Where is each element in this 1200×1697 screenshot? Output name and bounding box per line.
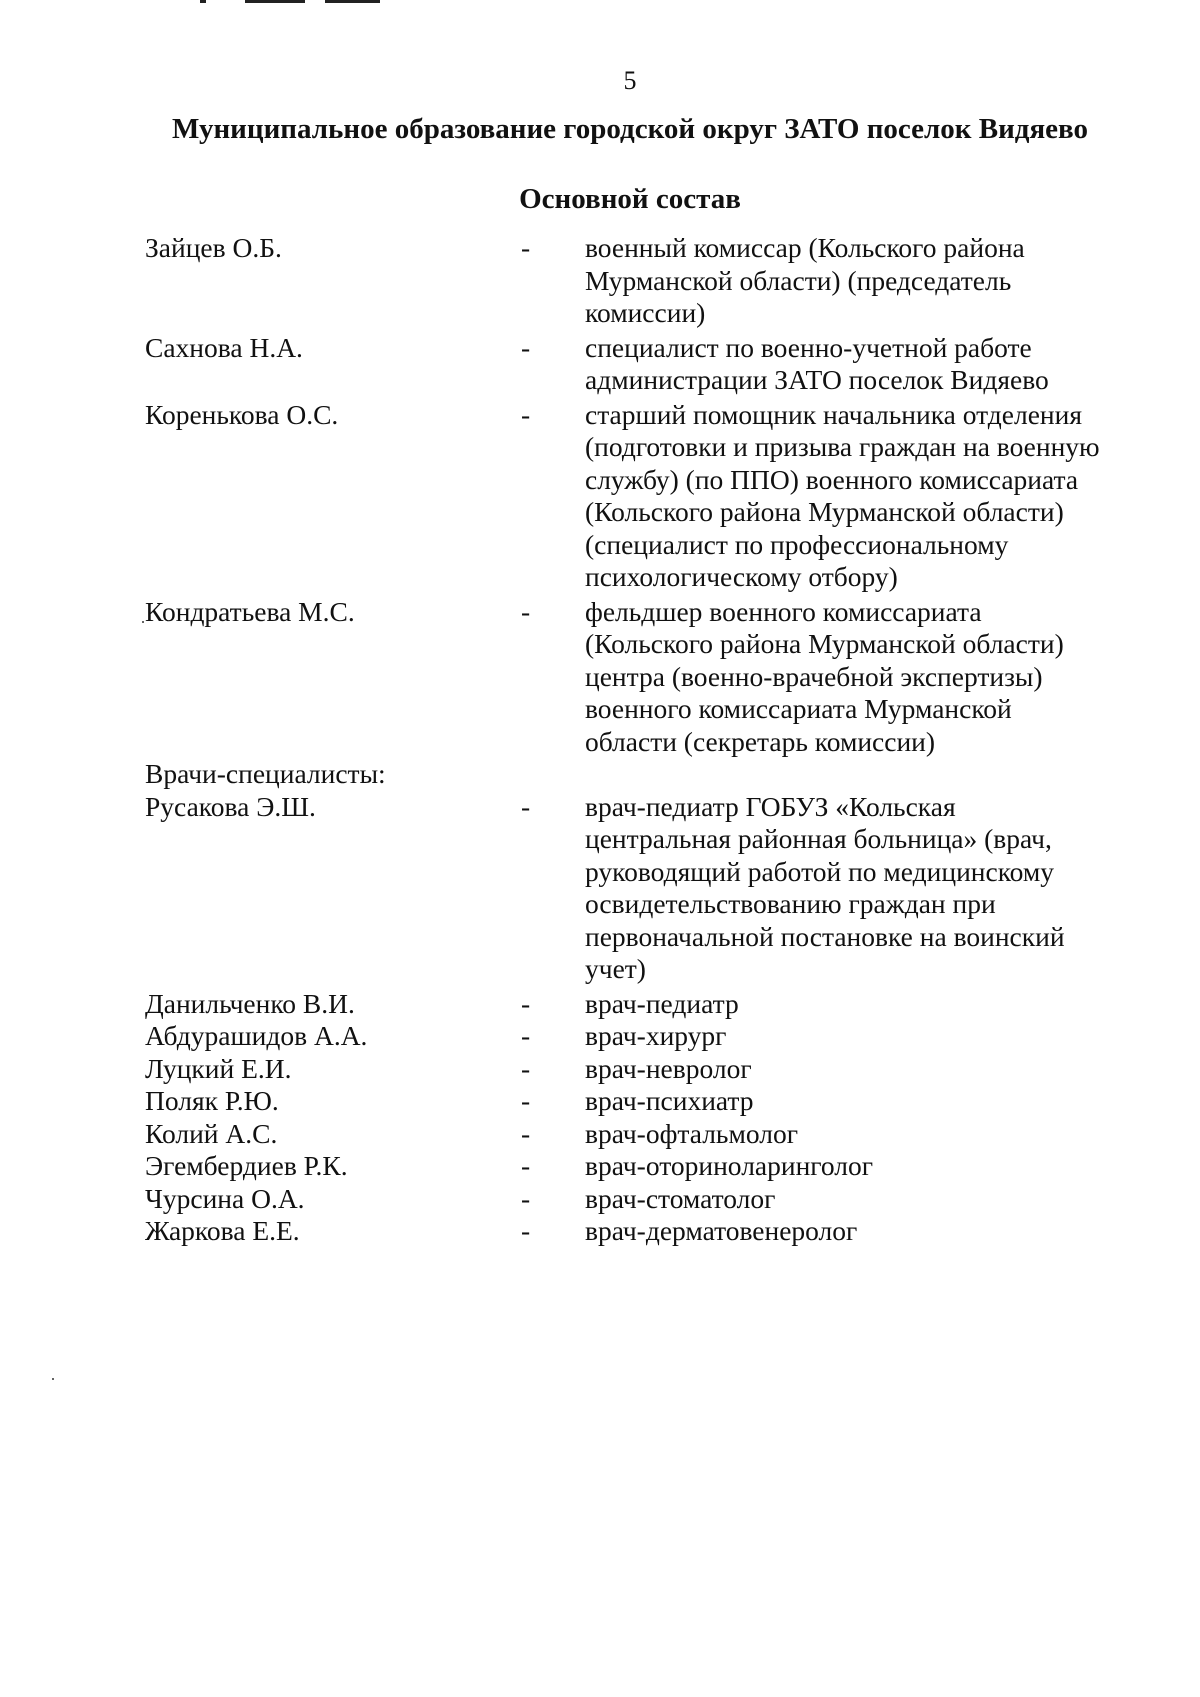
- scan-artifact: [200, 0, 206, 3]
- section-title: Основной состав: [519, 183, 741, 215]
- specialist-row: [145, 1118, 1105, 1151]
- specialist-name: Луцкий Е.И.: [145, 1052, 292, 1084]
- specialist-role: врач-офтальмолог: [585, 1117, 799, 1149]
- dash-separator: -: [521, 1085, 531, 1116]
- member-name: Сахнова Н.А.: [145, 331, 303, 363]
- specialist-row: [145, 1150, 1105, 1183]
- dash-separator: -: [521, 232, 531, 263]
- specialists-heading: Врачи-специалисты:: [145, 758, 386, 789]
- member-row: [145, 332, 1105, 397]
- member-role: специалист по военно-учетной работе администрации ЗАТО поселок Видяево: [585, 331, 1049, 395]
- specialist-name: Колий А.С.: [145, 1117, 278, 1149]
- specialist-name: Русакова Э.Ш.: [145, 790, 316, 822]
- member-row: [145, 596, 1105, 759]
- specialist-role: врач-педиатр ГОБУЗ «Кольская центральная районная больница» (врач, руководящий работой по медицинскому освидетельствованию граждан при первоначальной постановке на воинский учет): [585, 790, 1065, 984]
- dash-separator: -: [521, 790, 531, 822]
- member-name: Коренькова О.С.: [145, 398, 339, 430]
- specialist-role: врач-хирург: [585, 1020, 727, 1051]
- scan-speck: [142, 621, 144, 623]
- document-title: Муниципальное образование городской округ ЗАТО поселок Видяево: [171, 113, 1088, 145]
- specialist-row: [145, 988, 1105, 1021]
- specialist-row: [145, 791, 1105, 986]
- dash-separator: -: [521, 595, 531, 627]
- specialist-row: [145, 1085, 1105, 1118]
- scan-speck: [52, 1378, 54, 1380]
- specialist-role: врач-оториноларинголог: [585, 1150, 874, 1181]
- specialist-role: врач-дерматовенеролог: [585, 1215, 858, 1246]
- specialist-row: [145, 1215, 1105, 1248]
- specialist-role: врач-стоматолог: [585, 1182, 776, 1214]
- specialist-name: Жаркова Е.Е.: [145, 1215, 300, 1246]
- specialist-row: [145, 1020, 1105, 1053]
- member-role: военный комиссар (Кольского района Мурманской области) (председатель комиссии): [585, 232, 1025, 328]
- specialist-role: врач-невролог: [585, 1052, 752, 1084]
- dash-separator: -: [521, 398, 531, 430]
- specialist-name: Эгембердиев Р.К.: [145, 1150, 348, 1181]
- dash-separator: -: [521, 1052, 531, 1084]
- member-row: [145, 232, 1105, 330]
- specialist-name: Данильченко В.И.: [145, 987, 355, 1019]
- member-name: Зайцев О.Б.: [145, 232, 282, 263]
- dash-separator: -: [521, 1117, 531, 1149]
- specialist-name: Чурсина О.А.: [145, 1182, 305, 1214]
- page-number: 5: [623, 66, 637, 95]
- dash-separator: -: [521, 1020, 531, 1051]
- scan-artifact: [325, 0, 380, 3]
- member-name: Кондратьева М.С.: [145, 595, 355, 627]
- scan-artifact: [245, 0, 305, 3]
- specialist-row: [145, 1183, 1105, 1216]
- commission-roster: [145, 232, 1105, 1248]
- dash-separator: -: [521, 1215, 531, 1246]
- dash-separator: -: [521, 331, 531, 363]
- specialist-name: Поляк Р.Ю.: [145, 1085, 279, 1116]
- dash-separator: -: [521, 1182, 531, 1214]
- specialist-role: врач-психиатр: [585, 1085, 754, 1116]
- dash-separator: -: [521, 987, 531, 1019]
- specialist-role: врач-педиатр: [585, 987, 739, 1019]
- member-role: старший помощник начальника отделения (подготовки и призыва граждан на военную службу) (по ППО) военного комиссариата (Кольского района Мурманской области) (специалист по профессиональному психологическому отбору): [585, 398, 1100, 592]
- specialist-row: [145, 1053, 1105, 1086]
- member-role: фельдшер военного комиссариата (Кольского района Мурманской области) центра (военно-врачебной экспертизы) военного комиссариата Мурманской области (секретарь комиссии): [585, 595, 1064, 757]
- specialist-name: Абдурашидов А.А.: [145, 1020, 368, 1051]
- member-row: [145, 399, 1105, 594]
- dash-separator: -: [521, 1150, 531, 1181]
